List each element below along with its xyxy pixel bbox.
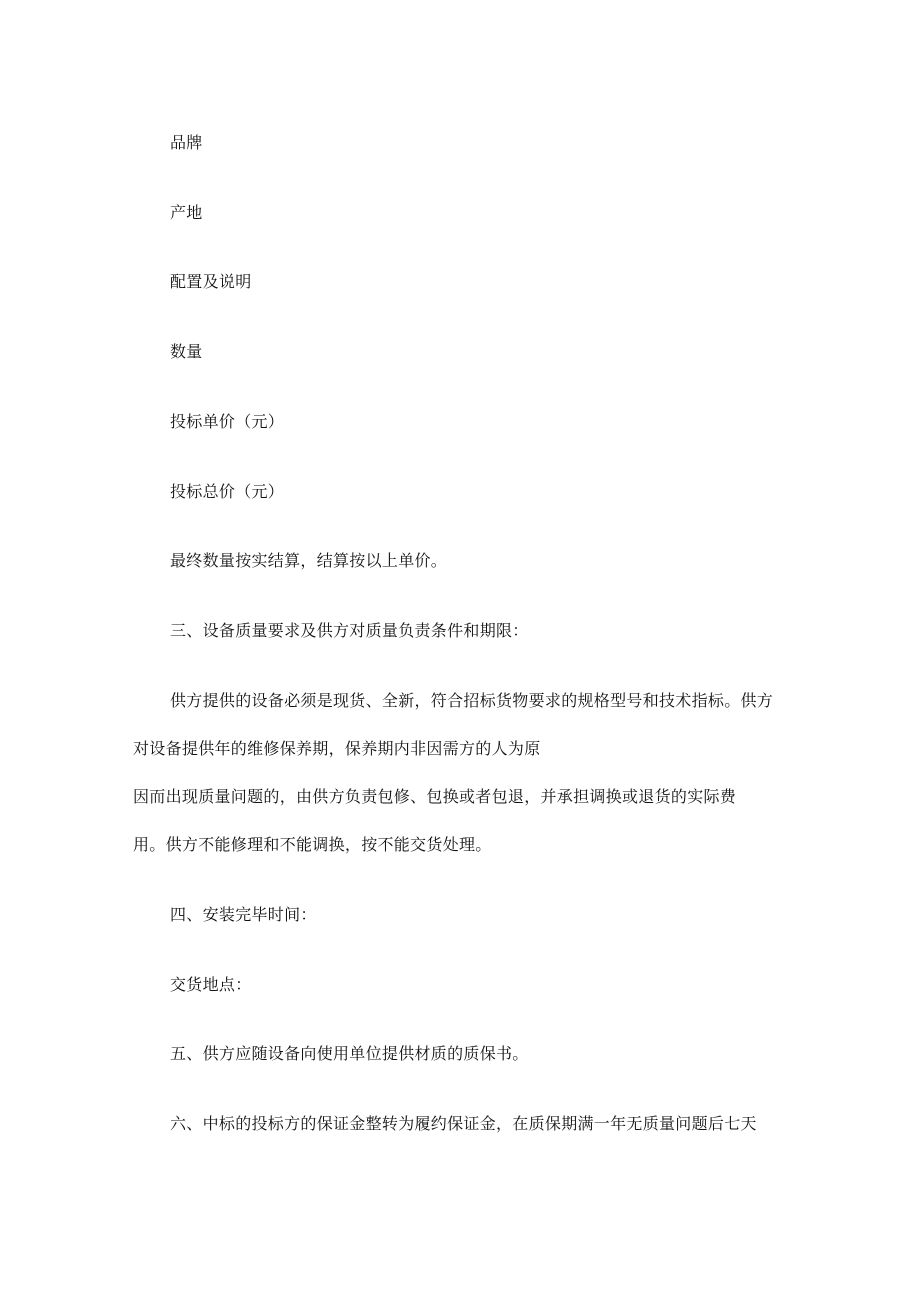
quality-paragraph-line: 对设备提供年的维修保养期，保养期内非因需方的人为原 xyxy=(133,739,541,758)
field-unit-price: 投标单价（元） xyxy=(170,412,285,431)
field-origin: 产地 xyxy=(170,203,203,222)
field-quantity: 数量 xyxy=(170,342,203,361)
section-heading-install-time: 四、安装完毕时间： xyxy=(170,905,317,924)
section-heading-quality: 三、设备质量要求及供方对质量负责条件和期限： xyxy=(170,621,529,640)
quality-paragraph-line: 因而出现质量问题的，由供方负责包修、包换或者包退，并承担调换或退货的实际费 xyxy=(133,787,737,806)
field-total-price: 投标总价（元） xyxy=(170,482,285,501)
settlement-note: 最终数量按实结算，结算按以上单价。 xyxy=(170,551,448,570)
field-configuration: 配置及说明 xyxy=(170,272,252,291)
section-six: 六、中标的投标方的保证金整转为履约保证金，在质保期满一年无质量问题后七天 xyxy=(170,1114,757,1133)
field-brand: 品牌 xyxy=(170,133,203,152)
section-five: 五、供方应随设备向使用单位提供材质的质保书。 xyxy=(170,1044,529,1063)
field-delivery-location: 交货地点： xyxy=(170,975,252,994)
quality-paragraph-line: 用。供方不能修理和不能调换，按不能交货处理。 xyxy=(133,835,492,854)
quality-paragraph-line: 供方提供的设备必须是现货、全新，符合招标货物要求的规格型号和技术指标。供方 xyxy=(170,691,774,710)
